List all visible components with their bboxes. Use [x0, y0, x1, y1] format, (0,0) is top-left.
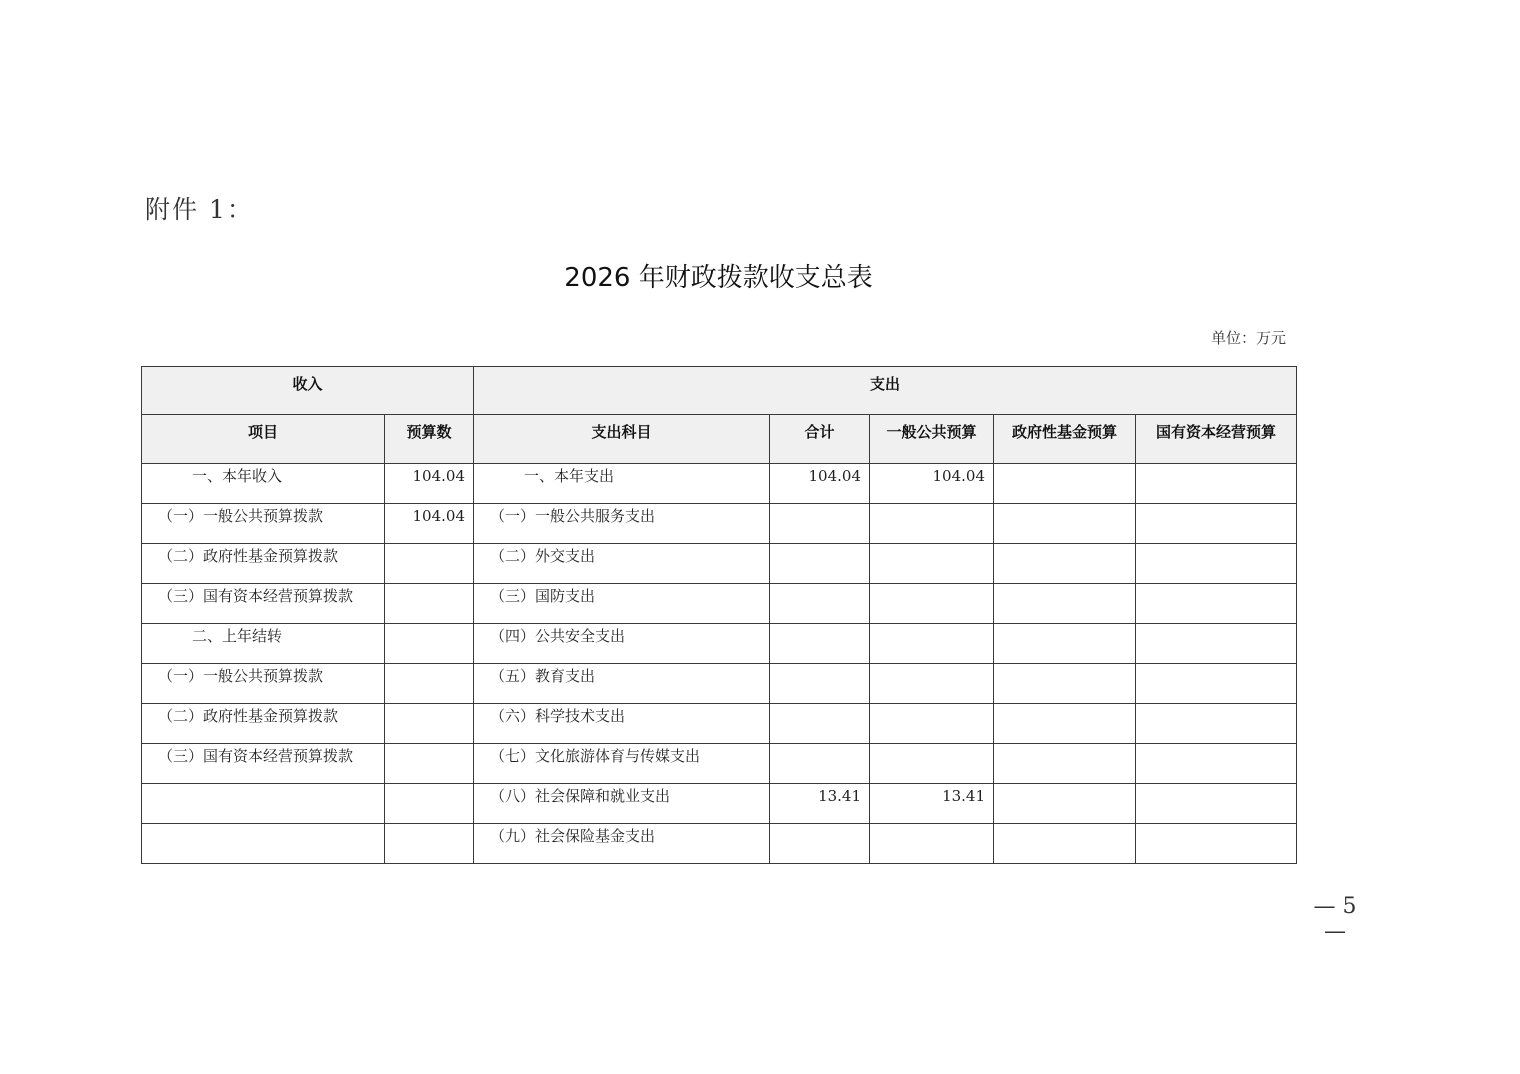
- column-header-state-capital: 国有资本经营预算: [1136, 415, 1297, 464]
- expense-total-cell: [770, 624, 870, 664]
- column-header-row: [142, 415, 1297, 464]
- income-item-cell: [142, 784, 385, 824]
- document-title: 2026 年财政拨款收支总表: [564, 263, 873, 293]
- income-budget-cell: [385, 664, 474, 704]
- expense-subject-cell: 一、本年支出: [474, 464, 770, 504]
- table-row: [142, 664, 1297, 704]
- expense-total-cell: [770, 544, 870, 584]
- expense-subject-cell: （一）一般公共服务支出: [474, 504, 770, 544]
- general-public-cell: [870, 584, 994, 624]
- gov-fund-cell: [994, 784, 1136, 824]
- state-capital-cell: [1136, 544, 1297, 584]
- attachment-label: 附件 1：: [145, 195, 254, 224]
- group-header-row: [142, 367, 1297, 415]
- column-header-general-public: 一般公共预算: [870, 415, 994, 464]
- state-capital-cell: [1136, 504, 1297, 544]
- income-item-cell: （二）政府性基金预算拨款: [142, 704, 385, 744]
- table-row: [142, 464, 1297, 504]
- table-row: [142, 504, 1297, 544]
- expense-total-cell: [770, 504, 870, 544]
- income-budget-cell: 104.04: [385, 504, 474, 544]
- income-item-cell: （一）一般公共预算拨款: [142, 664, 385, 704]
- income-budget-cell: [385, 544, 474, 584]
- gov-fund-cell: [994, 624, 1136, 664]
- table-row: [142, 704, 1297, 744]
- income-budget-cell: [385, 704, 474, 744]
- column-header-expense-subject: 支出科目: [474, 415, 770, 464]
- expense-total-cell: [770, 584, 870, 624]
- expense-subject-cell: （四）公共安全支出: [474, 624, 770, 664]
- expense-total-cell: [770, 744, 870, 784]
- general-public-cell: 13.41: [870, 784, 994, 824]
- income-item-cell: （三）国有资本经营预算拨款: [142, 584, 385, 624]
- expense-total-cell: [770, 824, 870, 864]
- gov-fund-cell: [994, 464, 1136, 504]
- state-capital-cell: [1136, 664, 1297, 704]
- gov-fund-cell: [994, 744, 1136, 784]
- gov-fund-cell: [994, 704, 1136, 744]
- state-capital-cell: [1136, 464, 1297, 504]
- budget-summary-table: [141, 366, 1297, 864]
- gov-fund-cell: [994, 504, 1136, 544]
- page-number: — 5 —: [1313, 894, 1357, 944]
- column-header-total: 合计: [770, 415, 870, 464]
- state-capital-cell: [1136, 824, 1297, 864]
- column-header-gov-fund: 政府性基金预算: [994, 415, 1136, 464]
- column-header-item: 项目: [142, 415, 385, 464]
- general-public-cell: [870, 824, 994, 864]
- income-item-cell: 一、本年收入: [142, 464, 385, 504]
- general-public-cell: [870, 664, 994, 704]
- income-item-cell: （三）国有资本经营预算拨款: [142, 744, 385, 784]
- income-budget-cell: [385, 784, 474, 824]
- expense-total-cell: [770, 664, 870, 704]
- state-capital-cell: [1136, 704, 1297, 744]
- table-row: [142, 784, 1297, 824]
- table-row: [142, 824, 1297, 864]
- general-public-cell: 104.04: [870, 464, 994, 504]
- state-capital-cell: [1136, 744, 1297, 784]
- income-item-cell: [142, 824, 385, 864]
- income-budget-cell: [385, 584, 474, 624]
- general-public-cell: [870, 744, 994, 784]
- gov-fund-cell: [994, 584, 1136, 624]
- income-budget-cell: [385, 824, 474, 864]
- income-budget-cell: [385, 744, 474, 784]
- expense-group-header: 支出: [474, 367, 1297, 415]
- expense-subject-cell: （六）科学技术支出: [474, 704, 770, 744]
- expense-subject-cell: （八）社会保障和就业支出: [474, 784, 770, 824]
- expense-total-cell: 104.04: [770, 464, 870, 504]
- expense-subject-cell: （二）外交支出: [474, 544, 770, 584]
- expense-total-cell: 13.41: [770, 784, 870, 824]
- general-public-cell: [870, 624, 994, 664]
- expense-total-cell: [770, 704, 870, 744]
- income-item-cell: （二）政府性基金预算拨款: [142, 544, 385, 584]
- state-capital-cell: [1136, 624, 1297, 664]
- table-row: [142, 744, 1297, 784]
- general-public-cell: [870, 504, 994, 544]
- table-row: [142, 584, 1297, 624]
- expense-subject-cell: （三）国防支出: [474, 584, 770, 624]
- gov-fund-cell: [994, 664, 1136, 704]
- column-header-budget: 预算数: [385, 415, 474, 464]
- general-public-cell: [870, 704, 994, 744]
- income-budget-cell: [385, 624, 474, 664]
- state-capital-cell: [1136, 784, 1297, 824]
- income-item-cell: 二、上年结转: [142, 624, 385, 664]
- gov-fund-cell: [994, 544, 1136, 584]
- general-public-cell: [870, 544, 994, 584]
- income-group-header: 收入: [142, 367, 474, 415]
- gov-fund-cell: [994, 824, 1136, 864]
- table-row: [142, 544, 1297, 584]
- income-budget-cell: 104.04: [385, 464, 474, 504]
- income-item-cell: （一）一般公共预算拨款: [142, 504, 385, 544]
- expense-subject-cell: （九）社会保险基金支出: [474, 824, 770, 864]
- expense-subject-cell: （七）文化旅游体育与传媒支出: [474, 744, 770, 784]
- expense-subject-cell: （五）教育支出: [474, 664, 770, 704]
- state-capital-cell: [1136, 584, 1297, 624]
- table-row: [142, 624, 1297, 664]
- unit-label: 单位：万元: [1210, 329, 1286, 347]
